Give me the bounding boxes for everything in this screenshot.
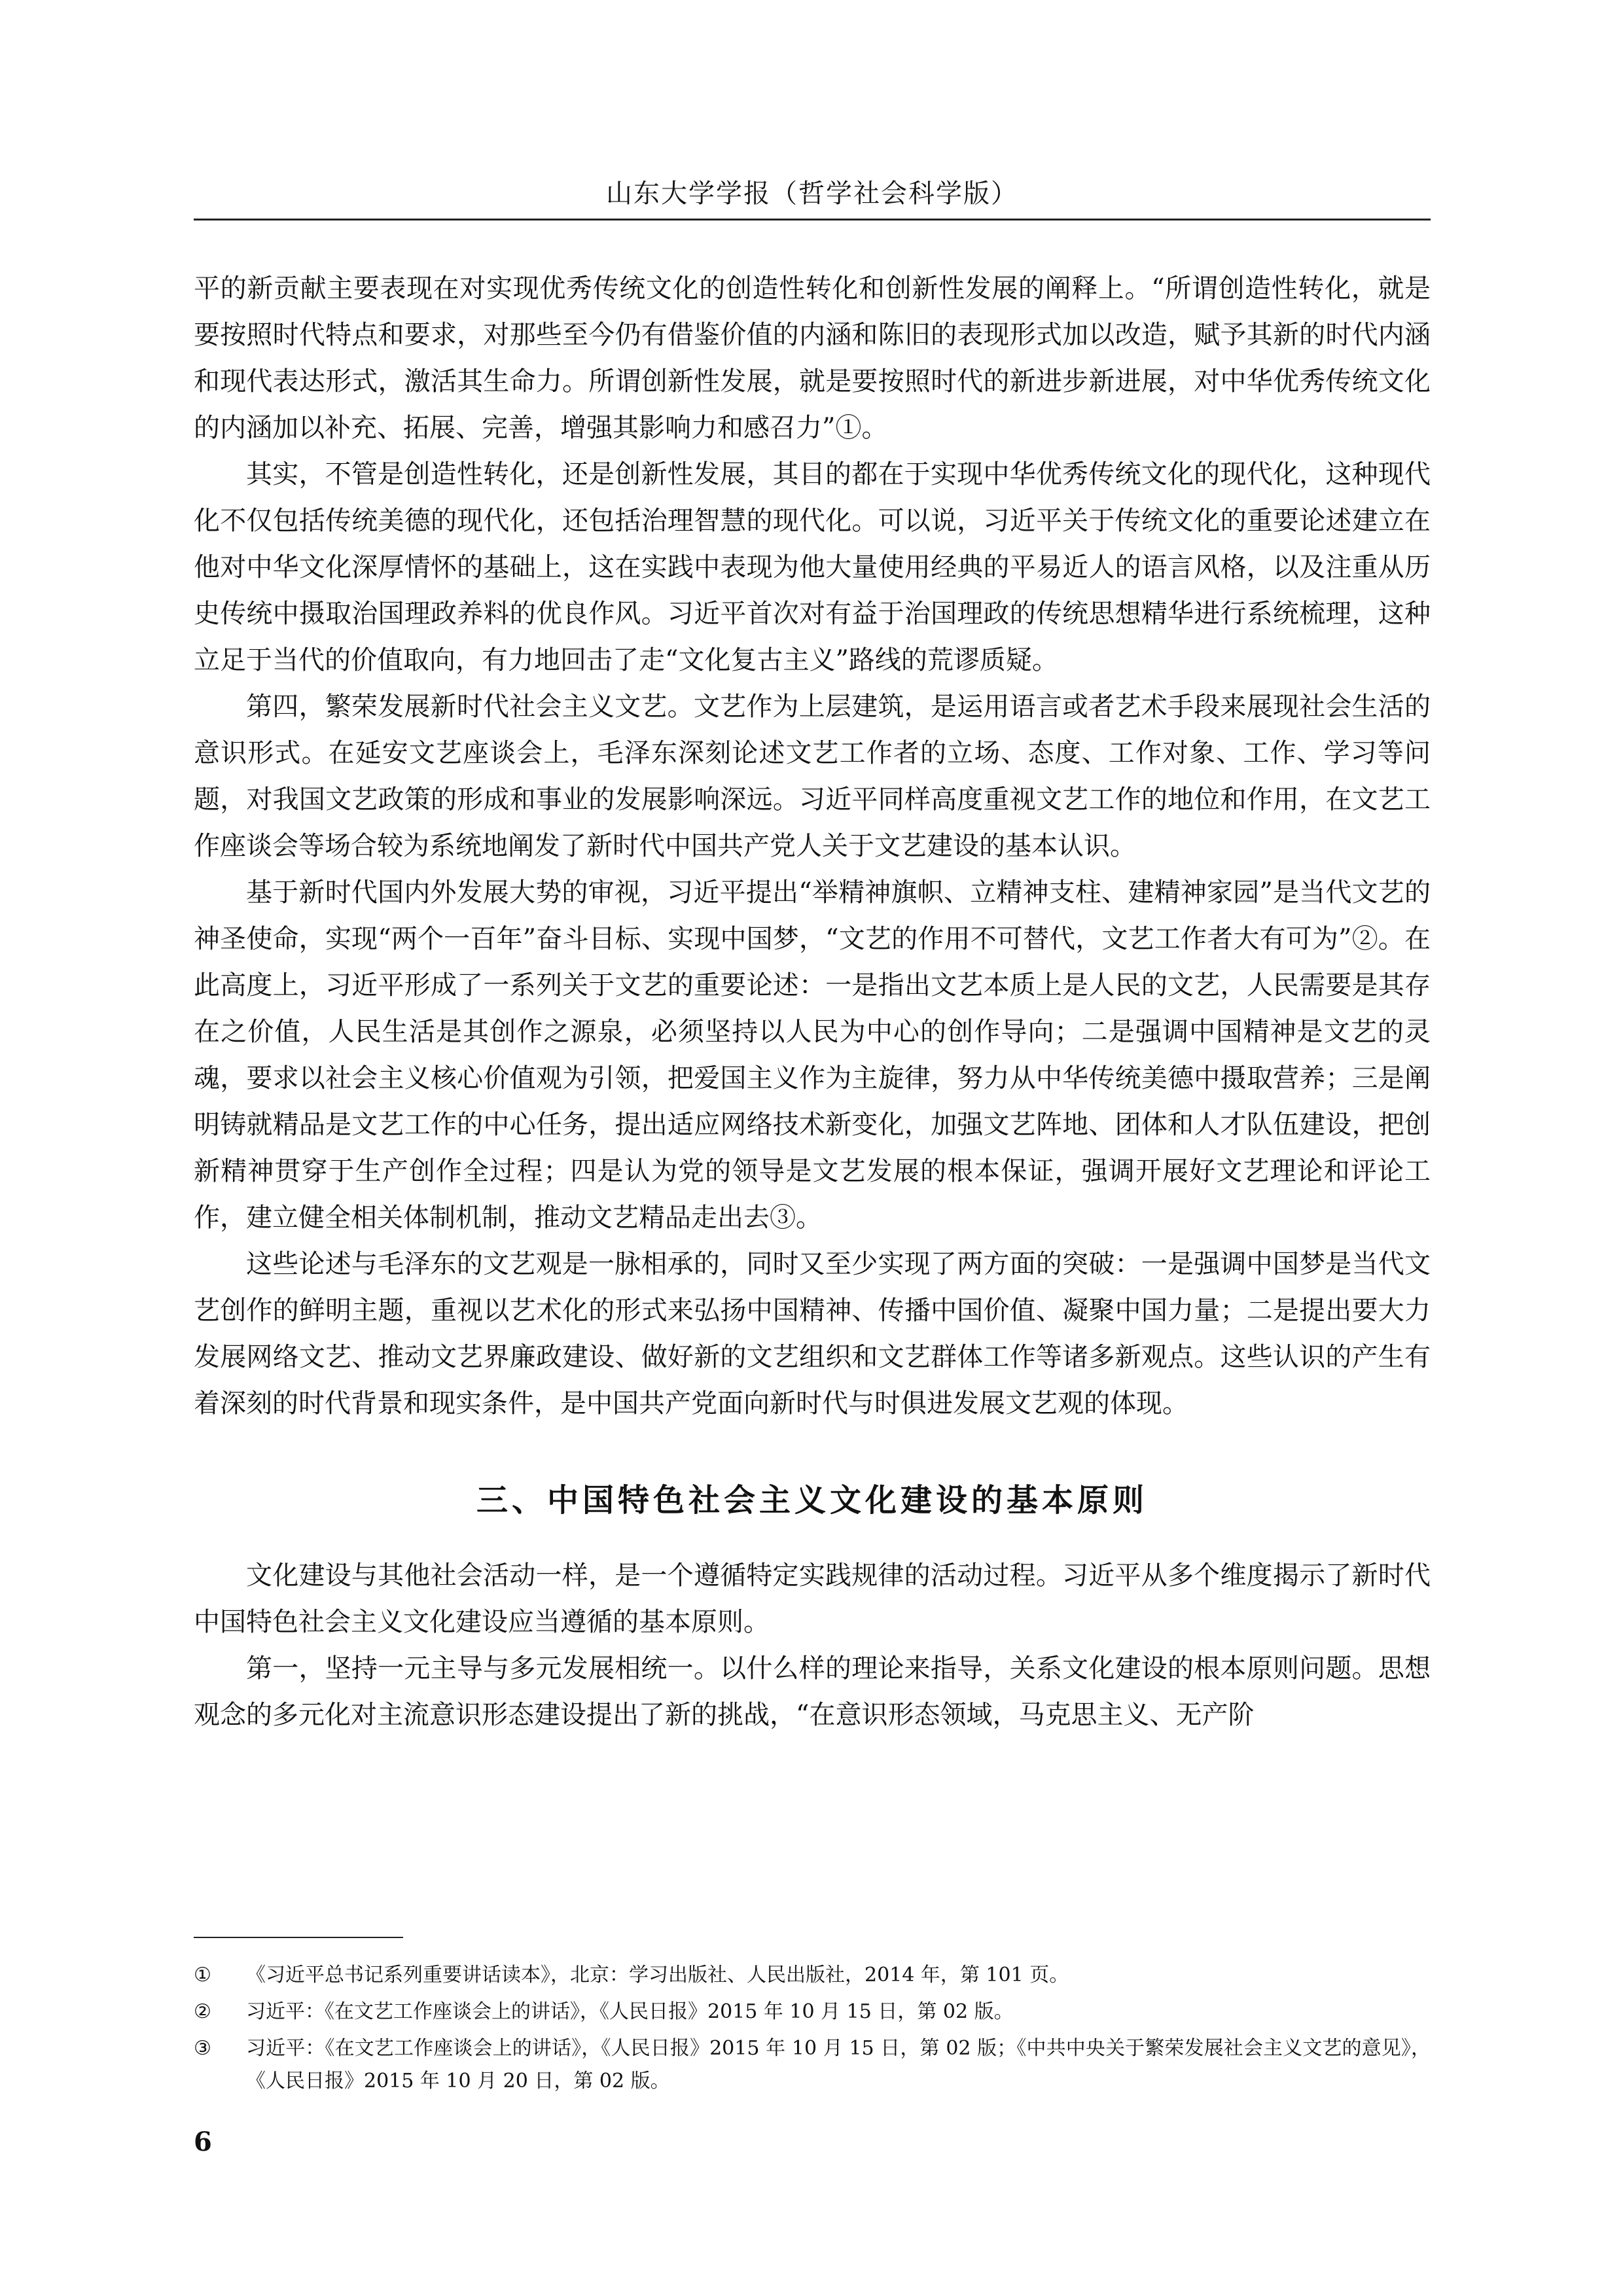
footnote-3 [194,2032,1431,2098]
footnote-mark: ③ [194,2037,211,2060]
footnotes [194,1955,1431,2098]
footnote-text: 习近平：《在文艺工作座谈会上的讲话》，《人民日报》2015 年 10 月 15 日，第 02 版。 [246,2000,1014,2023]
paragraph-5: 这些论述与毛泽东的文艺观是一脉相承的，同时又至少实现了两方面的突破：一是强调中国梦是当代文艺创作的鲜明主题，重视以艺术化的形式来弘扬中国精神、传播中国价值、凝聚中国力量；二是提出要大力发展网络文艺、推动文艺界廉政建设、做好新的文艺组织和文艺群体工作等诸多新观点。这些认识的产生有着深刻的时代背景和现实条件，是中国共产党面向新时代与时俱进发展文艺观的体现。 [194,1249,1431,1419]
section-heading: 三、中国特色社会主义文化建设的基本原则 [476,1482,1148,1519]
paragraph-7: 第一，坚持一元主导与多元发展相统一。以什么样的理论来指导，关系文化建设的根本原则问题。思想观念的多元化对主流意识形态建设提出了新的挑战，“在意识形态领域，马克思主义、无产阶 [194,1653,1431,1730]
footnote-divider [194,1937,403,1938]
paragraph-4: 基于新时代国内外发展大势的审视，习近平提出“举精神旗帜、立精神支柱、建精神家园”是当代文艺的神圣使命，实现“两个一百年”奋斗目标、实现中国梦，“文艺的作用不可替代，文艺工作者大有可为”②。在此高度上，习近平形成了一系列关于文艺的重要论述：一是指出文艺本质上是人民的文艺，人民需要是其存在之价值，人民生活是其创作之源泉，必须坚持以人民为中心的创作导向；二是强调中国精神是文艺的灵魂，要求以社会主义核心价值观为引领，把爱国主义作为主旋律，努力从中华传统美德中摄取营养；三是阐明铸就精品是文艺工作的中心任务，提出适应网络技术新变化，加强文艺阵地、团体和人才队伍建设，把创新精神贯穿于生产创作全过程；四是认为党的领导是文艺发展的根本保证，强调开展好文艺理论和评论工作，建立健全相关体制机制，推动文艺精品走出去③。 [194,877,1431,1233]
journal-title: 山东大学学报（哲学社会科学版） [606,179,1018,209]
footnote-1 [194,1959,1431,1992]
paragraph-1: 平的新贡献主要表现在对实现优秀传统文化的创造性转化和创新性发展的阐释上。“所谓创造性转化，就是要按照时代特点和要求，对那些至今仍有借鉴价值的内涵和陈旧的表现形式加以改造，赋予其新的时代内涵和现代表达形式，激活其生命力。所谓创新性发展，就是要按照时代的新进步新进展，对中华优秀传统文化的内涵加以补充、拓展、完善，增强其影响力和感召力”①。 [194,274,1431,443]
footnote-text: 《习近平总书记系列重要讲话读本》，北京：学习出版社、人民出版社，2014 年，第 101 页。 [246,1964,1069,1987]
footnote-mark: ② [194,2000,211,2023]
paragraph-3: 第四，繁荣发展新时代社会主义文艺。文艺作为上层建筑，是运用语言或者艺术手段来展现社会生活的意识形式。在延安文艺座谈会上，毛泽东深刻论述文艺工作者的立场、态度、工作对象、工作、学习等问题，对我国文艺政策的形成和事业的发展影响深远。习近平同样高度重视文艺工作的地位和作用，在文艺工作座谈会等场合较为系统地阐发了新时代中国共产党人关于文艺建设的基本认识。 [194,692,1431,861]
running-header [194,175,1431,221]
article-body [194,266,1431,1739]
paragraph-2: 其实，不管是创造性转化，还是创新性发展，其目的都在于实现中华优秀传统文化的现代化，这种现代化不仅包括传统美德的现代化，还包括治理智慧的现代化。可以说，习近平关于传统文化的重要论述建立在他对中华文化深厚情怀的基础上，这在实践中表现为他大量使用经典的平易近人的语言风格，以及注重从历史传统中摄取治国理政养料的优良作风。习近平首次对有益于治国理政的传统思想精华进行系统梳理，这种立足于当代的价值取向，有力地回击了走“文化复古主义”路线的荒谬质疑。 [194,459,1431,675]
footnote-2 [194,1996,1431,2028]
footnote-text: 习近平：《在文艺工作座谈会上的讲话》，《人民日报》2015 年 10 月 15 日，第 02 版；《中共中央关于繁荣发展社会主义文艺的意见》，《人民日报》2015 年 10 月 20 日，第 02 版。 [246,2037,1431,2093]
page-number: 6 [194,2127,212,2157]
footnote-mark: ① [194,1964,211,1987]
paragraph-6: 文化建设与其他社会活动一样，是一个遵循特定实践规律的活动过程。习近平从多个维度揭示了新时代中国特色社会主义文化建设应当遵循的基本原则。 [194,1561,1431,1637]
